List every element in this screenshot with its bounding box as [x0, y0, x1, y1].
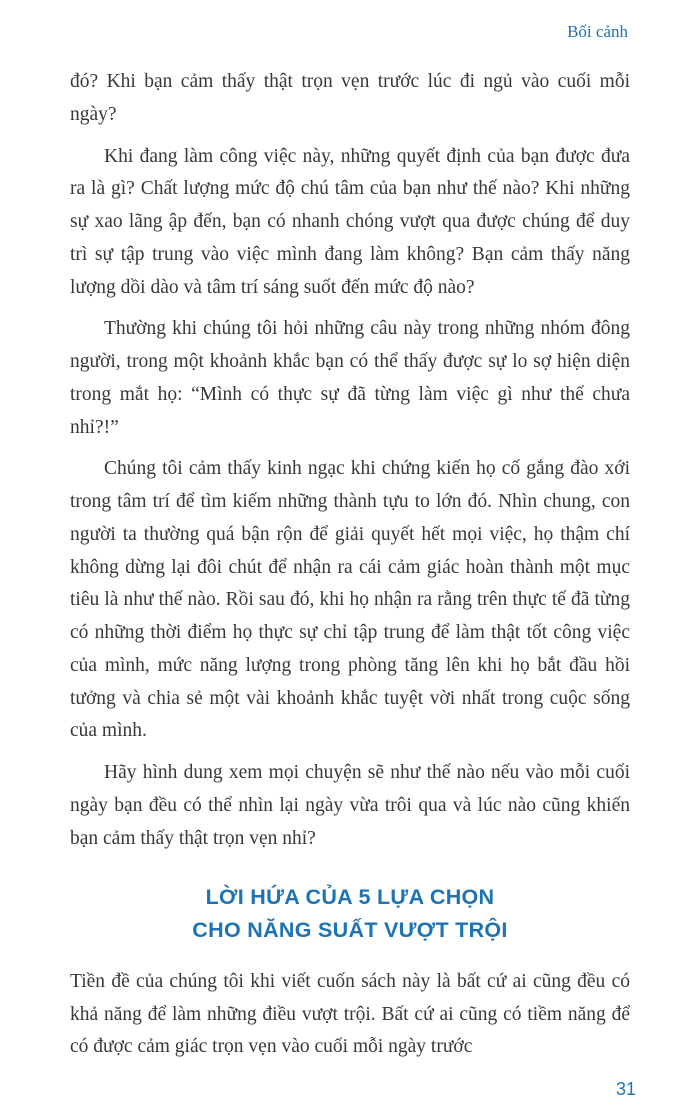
section-heading-line-2: CHO NĂNG SUẤT VƯỢT TRỘI — [192, 917, 508, 942]
paragraph: đó? Khi bạn cảm thấy thật trọn vẹn trước lúc đi ngủ vào cuối mỗi ngày? — [70, 71, 630, 125]
paragraph: Hãy hình dung xem mọi chuyện sẽ như thế nào nếu vào mỗi cuối ngày bạn đều có thể nhìn lại ngày vừa trôi qua và lúc nào cũng khiến bạn cảm thấy thật trọn vẹn nhỉ? — [70, 762, 630, 849]
page-body — [70, 66, 630, 1073]
paragraph: Chúng tôi cảm thấy kinh ngạc khi chứng kiến họ cố gắng đào xới trong tâm trí để tìm kiếm những thành tựu to lớn đó. Nhìn chung, con người ta thường quá bận rộn để giải quyết hết mọi việc, họ thậm chí không dừng lại đôi chút để nhận ra cái cảm giác hoàn thành một mục tiêu là như thế nào. Rồi sau đó, khi họ nhận ra rằng trên thực tế đã từng có những thời điểm họ thực sự chỉ tập trung để làm thật tốt công việc của mình, mức năng lượng trong phòng tăng lên khi họ bắt đầu hồi tưởng và chia sẻ một vài khoảnh khắc tuyệt vời nhất trong cuộc sống của mình. — [70, 458, 630, 742]
paragraph: Khi đang làm công việc này, những quyết định của bạn được đưa ra là gì? Chất lượng mức độ chú tâm của bạn như thế nào? Khi những sự xao lãng ập đến, bạn có nhanh chóng vượt qua được chúng để duy trì sự tập trung vào việc mình đang làm không? Bạn cảm thấy năng lượng dồi dào và tâm trí sáng suốt đến mức độ nào? — [70, 145, 630, 298]
section-heading — [70, 881, 630, 946]
running-header: Bối cảnh — [567, 22, 628, 41]
page-number: 31 — [615, 1079, 636, 1099]
section-heading-line-1: LỜI HỨA CỦA 5 LỰA CHỌN — [205, 885, 495, 910]
paragraph: Thường khi chúng tôi hỏi những câu này trong những nhóm đông người, trong một khoảnh khắc bạn có thể thấy được sự lo sợ hiện diện trong mắt họ: “Mình có thực sự đã từng làm việc gì như thế chưa nhỉ?!” — [70, 318, 630, 438]
paragraph: Tiền đề của chúng tôi khi viết cuốn sách này là bất cứ ai cũng đều có khả năng để làm những điều vượt trội. Bất cứ ai cũng có tiềm năng để có được cảm giác trọn vẹn vào cuối mỗi ngày trước — [70, 970, 630, 1058]
